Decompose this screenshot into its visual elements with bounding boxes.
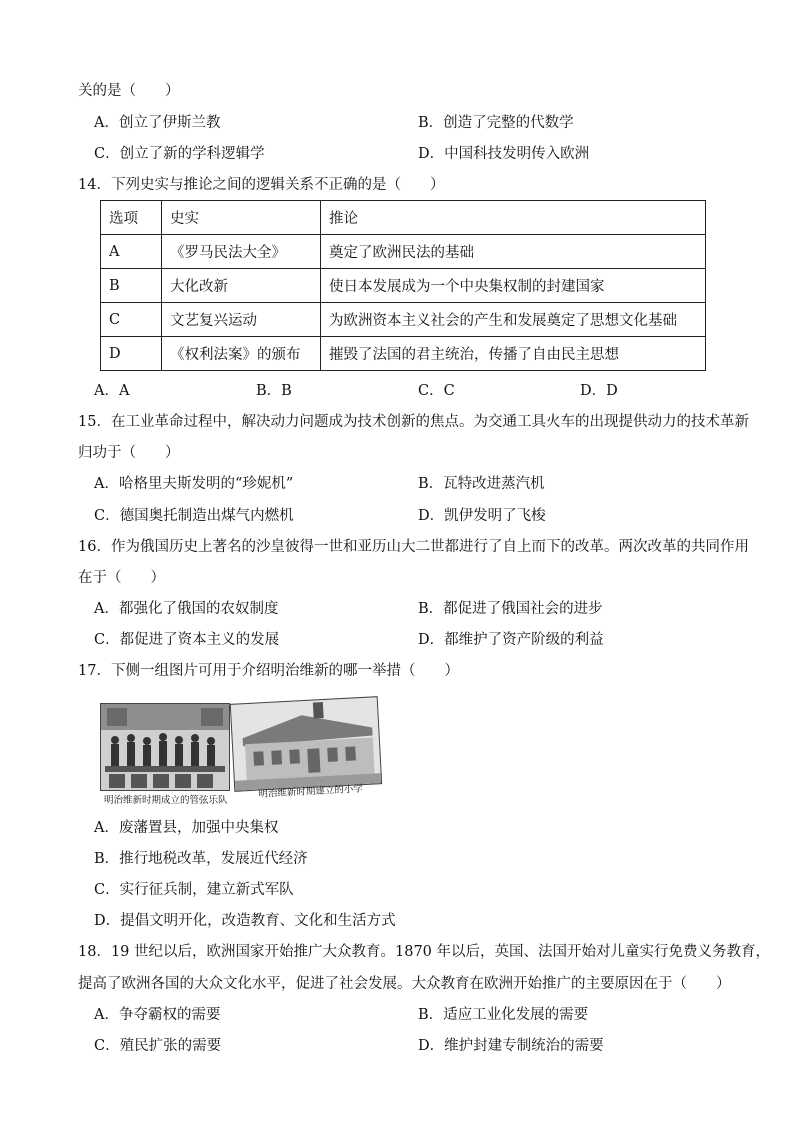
table-cell: 《权利法案》的颁布 — [162, 337, 321, 371]
q18-option-d[interactable]: D．维护封建专制统治的需要 — [418, 1038, 604, 1054]
q16-stem-line2: 在于（ ） — [78, 570, 165, 586]
table-cell: 大化改新 — [162, 269, 321, 303]
q17-option-d[interactable]: D．提倡文明开化，改造教育、文化和生活方式 — [94, 913, 396, 929]
school-photo-drawing — [231, 697, 381, 791]
q18-option-b[interactable]: B．适应工业化发展的需要 — [418, 1007, 589, 1023]
q15-option-a[interactable]: A．哈格里夫斯发明的“珍妮机” — [94, 476, 294, 492]
q14-option-d[interactable]: D．D — [580, 383, 618, 399]
table-cell: 《罗马民法大全》 — [162, 235, 321, 269]
q18-stem-line1: 18．19 世纪以后，欧洲国家开始推广大众教育。1870 年以后，英国、法国开始对儿童实行免费义务教育， — [78, 944, 771, 960]
q14-option-a[interactable]: A．A — [94, 383, 130, 399]
q15-option-d[interactable]: D．凯伊发明了飞梭 — [418, 508, 546, 524]
q18-option-a[interactable]: A．争夺霸权的需要 — [94, 1007, 221, 1023]
table-cell: 奠定了欧洲民法的基础 — [321, 235, 706, 269]
q14-stem: 14．下列史实与推论之间的逻辑关系不正确的是（ ） — [78, 177, 445, 193]
table-header-cell: 选项 — [101, 201, 162, 235]
q16-option-b[interactable]: B．都促进了俄国社会的进步 — [418, 601, 603, 617]
q13-option-b[interactable]: B．创造了完整的代数学 — [418, 115, 574, 131]
q13-option-d[interactable]: D．中国科技发明传入欧洲 — [418, 146, 590, 162]
q16-option-d[interactable]: D．都维护了资产阶级的利益 — [418, 632, 604, 648]
table-cell: A — [101, 235, 162, 269]
table-cell: 文艺复兴运动 — [162, 303, 321, 337]
table-row — [101, 337, 706, 371]
q15-stem-line1: 15．在工业革命过程中，解决动力问题成为技术创新的焦点。为交通工具火车的出现提供动力的技术革新 — [78, 414, 749, 430]
q18-option-c[interactable]: C．殖民扩张的需要 — [94, 1038, 222, 1054]
q14-option-c[interactable]: C．C — [418, 383, 455, 399]
table-header-row — [101, 201, 706, 235]
table-row — [101, 269, 706, 303]
table-header-cell: 史实 — [162, 201, 321, 235]
school-photo — [230, 696, 382, 792]
orchestra-photo — [100, 703, 230, 791]
table-cell: D — [101, 337, 162, 371]
q13-stem-end: 关的是（ ） — [78, 83, 180, 99]
q17-stem: 17．下侧一组图片可用于介绍明治维新的哪一举措（ ） — [78, 663, 459, 679]
school-caption: 明治维新时期建立的小学 — [258, 783, 364, 800]
q14-option-b[interactable]: B．B — [256, 383, 292, 399]
q17-option-c[interactable]: C．实行征兵制，建立新式军队 — [94, 882, 294, 898]
table-cell: B — [101, 269, 162, 303]
table-row — [101, 303, 706, 337]
q15-option-c[interactable]: C．德国奥托制造出煤气内燃机 — [94, 508, 294, 524]
q13-option-c[interactable]: C．创立了新的学科逻辑学 — [94, 146, 265, 162]
table-cell: C — [101, 303, 162, 337]
q16-option-a[interactable]: A．都强化了俄国的农奴制度 — [94, 601, 279, 617]
q17-option-b[interactable]: B．推行地税改革，发展近代经济 — [94, 851, 308, 867]
q16-option-c[interactable]: C．都促进了资本主义的发展 — [94, 632, 280, 648]
table-header-cell: 推论 — [321, 201, 706, 235]
table-cell: 使日本发展成为一个中央集权制的封建国家 — [321, 269, 706, 303]
orchestra-caption: 明治维新时期成立的管弦乐队 — [104, 795, 228, 806]
table-cell: 为欧洲资本主义社会的产生和发展奠定了思想文化基础 — [321, 303, 706, 337]
q15-option-b[interactable]: B．瓦特改进蒸汽机 — [418, 476, 545, 492]
q16-stem-line1: 16．作为俄国历史上著名的沙皇彼得一世和亚历山大二世都进行了自上而下的改革。两次改革的共同作用 — [78, 539, 749, 555]
q17-option-a[interactable]: A．废藩置县，加强中央集权 — [94, 820, 279, 836]
q14-table — [100, 200, 706, 371]
table-row — [101, 235, 706, 269]
orchestra-photo-drawing — [101, 704, 229, 790]
table-cell: 摧毁了法国的君主统治，传播了自由民主思想 — [321, 337, 706, 371]
q15-stem-line2: 归功于（ ） — [78, 445, 180, 461]
q18-stem-line2: 提高了欧洲各国的大众文化水平，促进了社会发展。大众教育在欧洲开始推广的主要原因在于（ ） — [78, 976, 731, 992]
q13-option-a[interactable]: A．创立了伊斯兰教 — [94, 115, 221, 131]
